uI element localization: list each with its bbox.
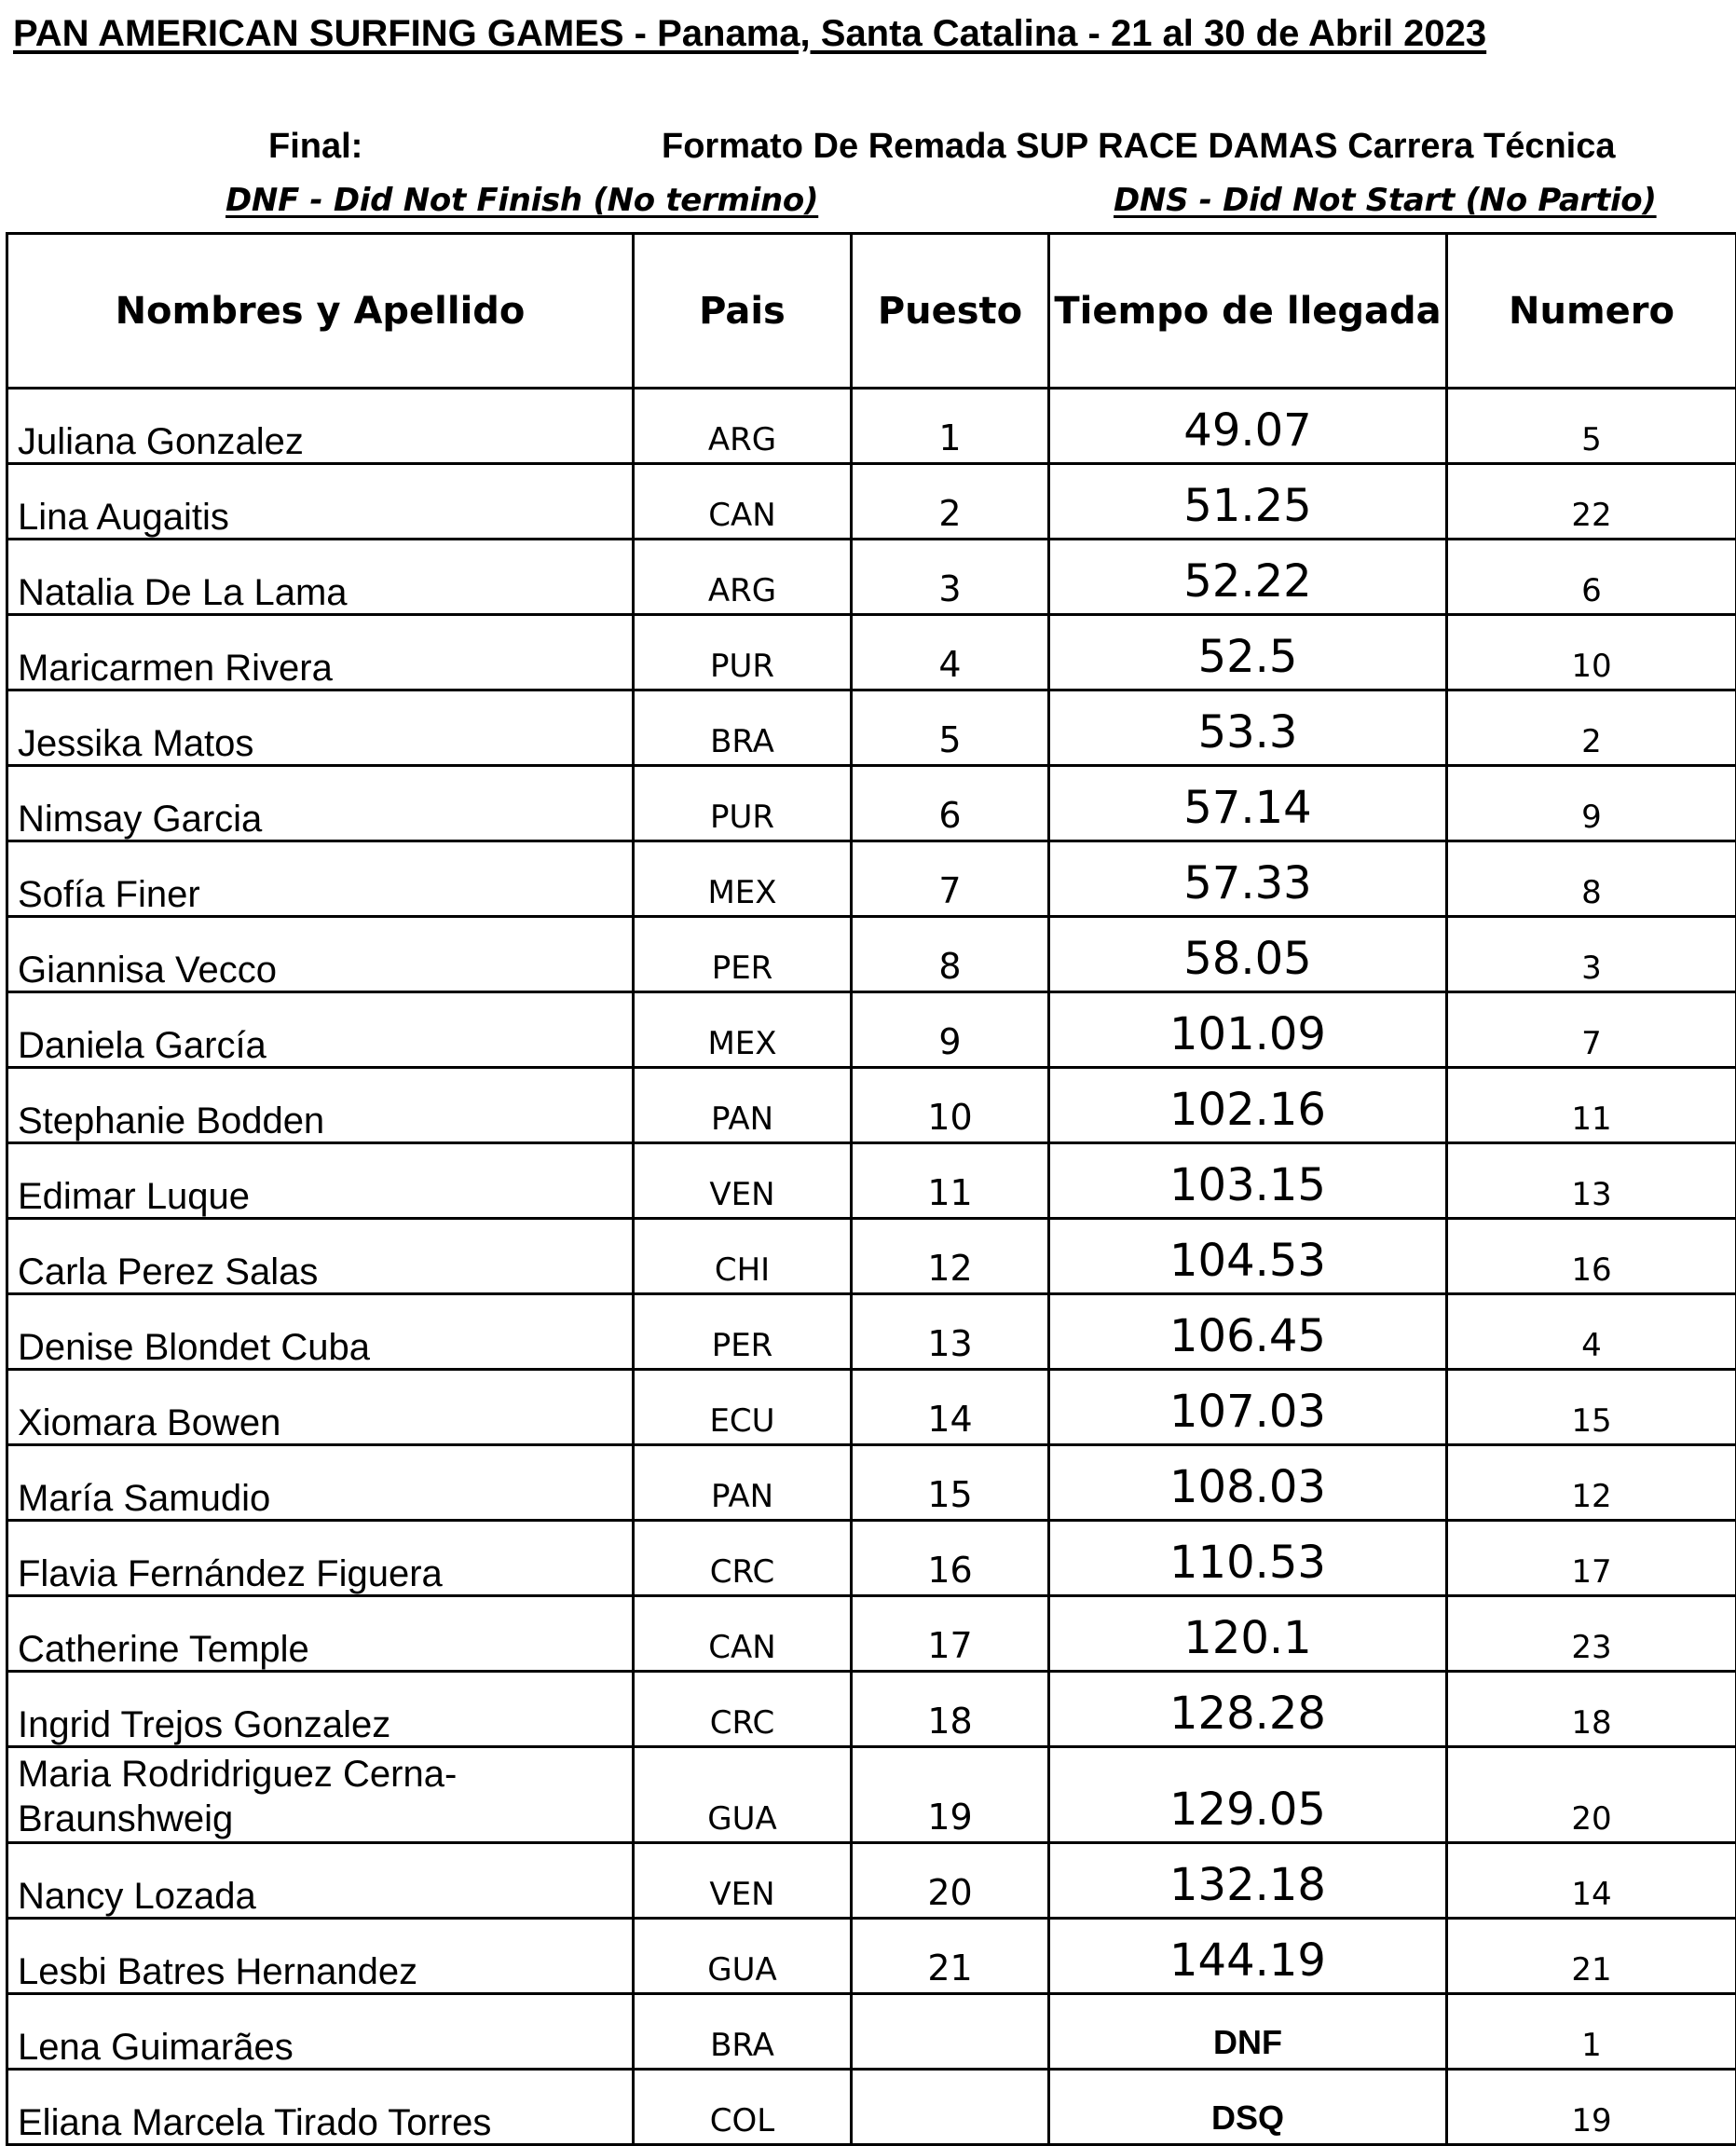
table-row xyxy=(7,766,1736,841)
finish-time-cell: 49.07 xyxy=(1049,389,1447,464)
place-cell: 13 xyxy=(852,1294,1049,1370)
country-cell: ECU xyxy=(634,1370,852,1445)
athlete-name-cell: Xiomara Bowen xyxy=(7,1370,634,1445)
bib-number-cell: 3 xyxy=(1447,917,1736,992)
table-row xyxy=(7,615,1736,690)
place-cell: 20 xyxy=(852,1843,1049,1919)
bib-number-cell: 21 xyxy=(1447,1919,1736,1994)
bib-number-cell: 12 xyxy=(1447,1445,1736,1521)
finish-time-cell: 120.1 xyxy=(1049,1596,1447,1672)
country-cell: GUA xyxy=(634,1747,852,1843)
table-row xyxy=(7,1068,1736,1143)
final-label: Final: xyxy=(268,127,362,167)
table-row xyxy=(7,1219,1736,1294)
place-cell: 6 xyxy=(852,766,1049,841)
country-cell: VEN xyxy=(634,1843,852,1919)
athlete-name-cell: Daniela García xyxy=(7,992,634,1068)
table-row xyxy=(7,1747,1736,1843)
athlete-name-cell: Denise Blondet Cuba xyxy=(7,1294,634,1370)
dnf-note: DNF - Did Not Finish (No termino) xyxy=(226,182,818,219)
athlete-name-cell: Stephanie Bodden xyxy=(7,1068,634,1143)
place-cell: 2 xyxy=(852,464,1049,540)
place-cell: 9 xyxy=(852,992,1049,1068)
country-cell: GUA xyxy=(634,1919,852,1994)
bib-number-cell: 15 xyxy=(1447,1370,1736,1445)
athlete-name-cell: Ingrid Trejos Gonzalez xyxy=(7,1672,634,1747)
finish-time-cell: 106.45 xyxy=(1049,1294,1447,1370)
bib-number-cell: 6 xyxy=(1447,540,1736,615)
athlete-name-cell: Carla Perez Salas xyxy=(7,1219,634,1294)
place-cell xyxy=(852,1994,1049,2070)
country-cell: PUR xyxy=(634,615,852,690)
dns-note: DNS - Did Not Start (No Partio) xyxy=(1114,182,1657,219)
bib-number-cell: 14 xyxy=(1447,1843,1736,1919)
table-row xyxy=(7,540,1736,615)
place-cell: 12 xyxy=(852,1219,1049,1294)
table-row xyxy=(7,1994,1736,2070)
finish-time-cell: 57.33 xyxy=(1049,841,1447,917)
athlete-name-cell: Lena Guimarães xyxy=(7,1994,634,2070)
finish-time-cell: 101.09 xyxy=(1049,992,1447,1068)
column-header-name: Nombres y Apellido xyxy=(7,234,634,389)
bib-number-cell: 16 xyxy=(1447,1219,1736,1294)
athlete-name-cell: Juliana Gonzalez xyxy=(7,389,634,464)
table-row xyxy=(7,841,1736,917)
athlete-name-cell: Eliana Marcela Tirado Torres xyxy=(7,2070,634,2145)
country-cell: PER xyxy=(634,1294,852,1370)
place-cell: 4 xyxy=(852,615,1049,690)
table-row xyxy=(7,1843,1736,1919)
finish-time-cell: 132.18 xyxy=(1049,1843,1447,1919)
country-cell: CAN xyxy=(634,1596,852,1672)
place-cell: 18 xyxy=(852,1672,1049,1747)
place-cell: 1 xyxy=(852,389,1049,464)
bib-number-cell: 7 xyxy=(1447,992,1736,1068)
bib-number-cell: 22 xyxy=(1447,464,1736,540)
bib-number-cell: 8 xyxy=(1447,841,1736,917)
country-cell: CRC xyxy=(634,1521,852,1596)
page-title: PAN AMERICAN SURFING GAMES - Panama, Santa Catalina - 21 al 30 de Abril 2023 xyxy=(13,13,1486,55)
table-row xyxy=(7,1370,1736,1445)
table-row xyxy=(7,690,1736,766)
finish-time-cell: 52.22 xyxy=(1049,540,1447,615)
country-cell: MEX xyxy=(634,992,852,1068)
results-table xyxy=(6,232,1736,2146)
bib-number-cell: 10 xyxy=(1447,615,1736,690)
finish-time-cell: 102.16 xyxy=(1049,1068,1447,1143)
athlete-name-cell xyxy=(7,1747,634,1843)
place-cell: 19 xyxy=(852,1747,1049,1843)
athlete-name-cell: Sofía Finer xyxy=(7,841,634,917)
table-row xyxy=(7,2070,1736,2145)
country-cell: PER xyxy=(634,917,852,992)
finish-time-cell: 144.19 xyxy=(1049,1919,1447,1994)
athlete-name-cell: Catherine Temple xyxy=(7,1596,634,1672)
table-row xyxy=(7,1672,1736,1747)
results-body xyxy=(7,389,1736,2145)
athlete-name-cell: Jessika Matos xyxy=(7,690,634,766)
place-cell xyxy=(852,2070,1049,2145)
bib-number-cell: 18 xyxy=(1447,1672,1736,1747)
country-cell: ARG xyxy=(634,540,852,615)
table-row xyxy=(7,1445,1736,1521)
finish-time-cell: 53.3 xyxy=(1049,690,1447,766)
table-row xyxy=(7,917,1736,992)
bib-number-cell: 9 xyxy=(1447,766,1736,841)
finish-time-cell: 129.05 xyxy=(1049,1747,1447,1843)
athlete-name-cell: Nancy Lozada xyxy=(7,1843,634,1919)
athlete-name-cell: María Samudio xyxy=(7,1445,634,1521)
table-row xyxy=(7,1521,1736,1596)
bib-number-cell: 19 xyxy=(1447,2070,1736,2145)
table-row xyxy=(7,1143,1736,1219)
table-row xyxy=(7,1919,1736,1994)
race-format-label: Formato De Remada SUP RACE DAMAS Carrera Técnica xyxy=(662,127,1616,167)
place-cell: 7 xyxy=(852,841,1049,917)
country-cell: PAN xyxy=(634,1445,852,1521)
table-row xyxy=(7,389,1736,464)
table-row xyxy=(7,992,1736,1068)
finish-time-cell: 128.28 xyxy=(1049,1672,1447,1747)
column-header-number: Numero xyxy=(1447,234,1736,389)
country-cell: COL xyxy=(634,2070,852,2145)
athlete-name-cell: Edimar Luque xyxy=(7,1143,634,1219)
finish-time-cell: DSQ xyxy=(1049,2070,1447,2145)
finish-time-cell: DNF xyxy=(1049,1994,1447,2070)
place-cell: 11 xyxy=(852,1143,1049,1219)
country-cell: CRC xyxy=(634,1672,852,1747)
place-cell: 5 xyxy=(852,690,1049,766)
table-row xyxy=(7,464,1736,540)
finish-time-cell: 57.14 xyxy=(1049,766,1447,841)
table-row xyxy=(7,1294,1736,1370)
place-cell: 17 xyxy=(852,1596,1049,1672)
country-cell: BRA xyxy=(634,690,852,766)
athlete-name-cell: Lina Augaitis xyxy=(7,464,634,540)
country-cell: ARG xyxy=(634,389,852,464)
athlete-name-cell: Flavia Fernández Figuera xyxy=(7,1521,634,1596)
bib-number-cell: 13 xyxy=(1447,1143,1736,1219)
country-cell: PAN xyxy=(634,1068,852,1143)
bib-number-cell: 2 xyxy=(1447,690,1736,766)
place-cell: 15 xyxy=(852,1445,1049,1521)
country-cell: CHI xyxy=(634,1219,852,1294)
bib-number-cell: 17 xyxy=(1447,1521,1736,1596)
finish-time-cell: 108.03 xyxy=(1049,1445,1447,1521)
finish-time-cell: 58.05 xyxy=(1049,917,1447,992)
column-header-country: Pais xyxy=(634,234,852,389)
bib-number-cell: 11 xyxy=(1447,1068,1736,1143)
country-cell: VEN xyxy=(634,1143,852,1219)
place-cell: 21 xyxy=(852,1919,1049,1994)
athlete-name-cell: Nimsay Garcia xyxy=(7,766,634,841)
finish-time-cell: 110.53 xyxy=(1049,1521,1447,1596)
finish-time-cell: 103.15 xyxy=(1049,1143,1447,1219)
finish-time-cell: 52.5 xyxy=(1049,615,1447,690)
finish-time-cell: 107.03 xyxy=(1049,1370,1447,1445)
finish-time-cell: 51.25 xyxy=(1049,464,1447,540)
country-cell: BRA xyxy=(634,1994,852,2070)
athlete-name-cell: Maricarmen Rivera xyxy=(7,615,634,690)
finish-time-cell: 104.53 xyxy=(1049,1219,1447,1294)
bib-number-cell: 23 xyxy=(1447,1596,1736,1672)
column-header-time: Tiempo de llegada xyxy=(1049,234,1447,389)
athlete-name-cell: Natalia De La Lama xyxy=(7,540,634,615)
column-header-place: Puesto xyxy=(852,234,1049,389)
place-cell: 8 xyxy=(852,917,1049,992)
place-cell: 3 xyxy=(852,540,1049,615)
bib-number-cell: 1 xyxy=(1447,1994,1736,2070)
bib-number-cell: 5 xyxy=(1447,389,1736,464)
athlete-name-cell: Giannisa Vecco xyxy=(7,917,634,992)
table-row xyxy=(7,1596,1736,1672)
country-cell: CAN xyxy=(634,464,852,540)
athlete-name-cell: Lesbi Batres Hernandez xyxy=(7,1919,634,1994)
country-cell: MEX xyxy=(634,841,852,917)
country-cell: PUR xyxy=(634,766,852,841)
bib-number-cell: 4 xyxy=(1447,1294,1736,1370)
place-cell: 14 xyxy=(852,1370,1049,1445)
bib-number-cell: 20 xyxy=(1447,1747,1736,1843)
header-row xyxy=(7,234,1736,389)
athlete-name-text: Maria Rodridriguez Cerna-Braunshweig xyxy=(18,1752,632,1841)
place-cell: 10 xyxy=(852,1068,1049,1143)
place-cell: 16 xyxy=(852,1521,1049,1596)
